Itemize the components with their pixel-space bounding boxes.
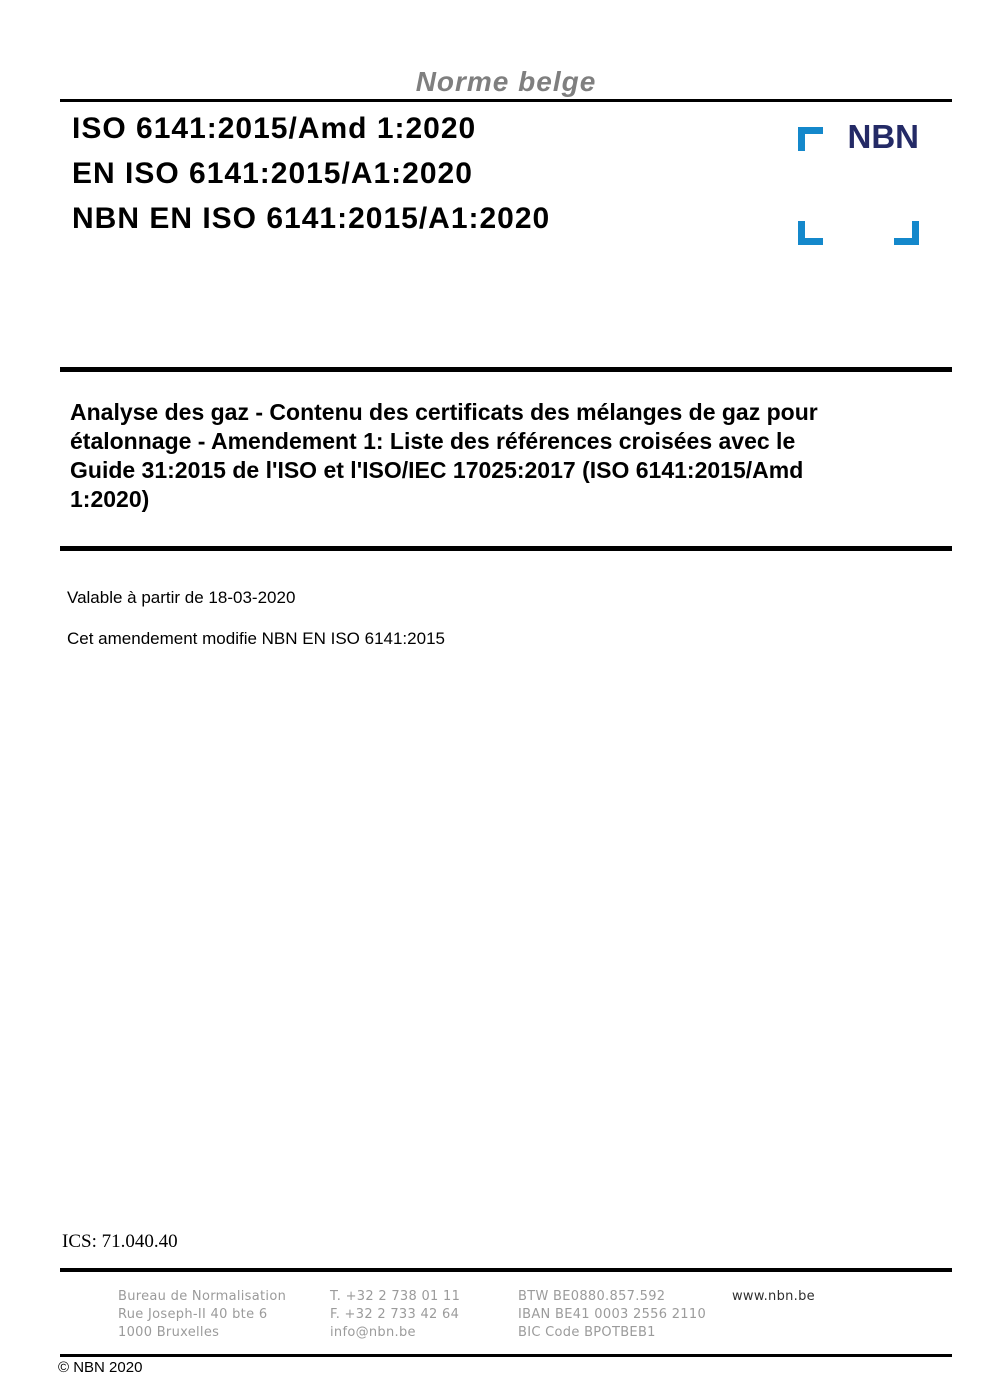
ics-code: ICS: 71.040.40 <box>62 1231 178 1252</box>
footer-btw-number: BTW BE0880.857.592 <box>518 1289 666 1304</box>
standard-code-en-iso: EN ISO 6141:2015/A1:2020 <box>72 157 473 190</box>
footer-rule-top <box>60 1268 952 1272</box>
footer-city: 1000 Bruxelles <box>118 1325 220 1340</box>
title-rule-bottom <box>60 546 952 551</box>
footer-org-name: Bureau de Normalisation <box>118 1289 287 1304</box>
footer-email-link[interactable]: info@nbn.be <box>330 1325 416 1340</box>
standard-code-iso: ISO 6141:2015/Amd 1:2020 <box>72 112 477 145</box>
footer-bic-code: BIC Code BPOTBEB1 <box>518 1325 656 1340</box>
footer-address-column <box>118 1288 286 1342</box>
nbn-logo-text: NBN <box>847 118 919 155</box>
standard-codes <box>72 106 550 241</box>
document-title: Analyse des gaz - Contenu des certificats des mélanges de gaz pour étalonnage - Amendement 1: Liste des références croisées avec le Guide 31:2015 de l'ISO et l'ISO/IEC 17025:2017 (ISO 6141:2015/Amd 1:2020) <box>70 399 818 512</box>
copyright-notice: © NBN 2020 <box>58 1359 143 1376</box>
header-rule <box>60 99 952 102</box>
logo-corner-bottom-right-icon <box>894 221 919 245</box>
validity-date-line: Valable à partir de 18-03-2020 <box>67 588 296 607</box>
title-rule-top <box>60 367 952 372</box>
footer-street: Rue Joseph-II 40 bte 6 <box>118 1307 268 1322</box>
footer-banking-column <box>518 1288 706 1342</box>
footer-website-link[interactable]: www.nbn.be <box>732 1289 815 1304</box>
nbn-logo <box>798 118 919 245</box>
footer-fax: F. +32 2 733 42 64 <box>330 1307 460 1322</box>
logo-corner-bottom-left-icon <box>798 221 823 245</box>
standard-code-nbn-en-iso: NBN EN ISO 6141:2015/A1:2020 <box>72 202 551 235</box>
amendment-note-line: Cet amendement modifie NBN EN ISO 6141:2015 <box>67 629 445 648</box>
logo-corner-top-left-icon <box>798 127 823 151</box>
footer-phone: T. +32 2 738 01 11 <box>330 1289 461 1304</box>
bottom-rule <box>60 1354 952 1357</box>
document-kind-heading: Norme belge <box>415 66 597 97</box>
footer-contact-column <box>330 1288 460 1342</box>
footer-iban-number: IBAN BE41 0003 2556 2110 <box>518 1307 707 1322</box>
